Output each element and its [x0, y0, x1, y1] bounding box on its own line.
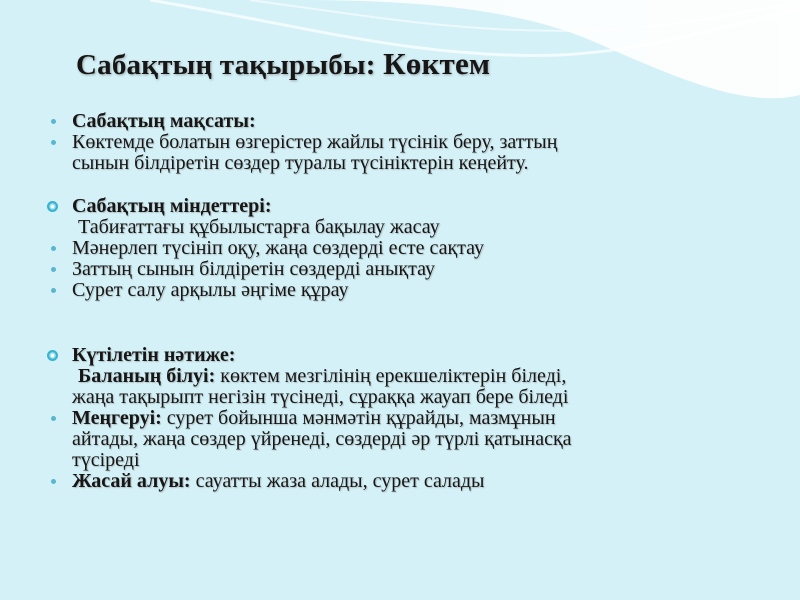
bullet-icon [51, 140, 56, 145]
task-item [48, 217, 748, 238]
result-can-text: сауатты жаза алады, сурет салады [190, 470, 485, 492]
slide-title [76, 46, 490, 82]
result-know-label: Баланың білуі: [78, 365, 216, 387]
title-prefix: Сабақтың тақырыбы: [76, 49, 384, 81]
results-heading-row [48, 345, 748, 366]
title-topic: Көктем [383, 46, 491, 81]
task-item [48, 259, 748, 280]
ring-bullet-icon [47, 201, 58, 212]
task-item-text: Мәнерлеп түсініп оқу, жаңа сөздерді есте сақтау [72, 237, 485, 259]
ring-bullet-icon [47, 350, 58, 361]
task-item-text: Табиғаттағы құбылыстарға бақылау жасау [78, 216, 440, 238]
task-item-text: Заттың сынын білдіретін сөздерді анықтау [72, 258, 435, 280]
result-master-line3: түсіреді [72, 449, 140, 471]
task-item-text: Сурет салу арқылы әңгіме құрау [72, 279, 349, 301]
result-can-row [48, 471, 748, 492]
bullet-icon [51, 416, 56, 421]
tasks-heading: Сабақтың міндеттері: [72, 195, 272, 217]
result-know-row [48, 366, 748, 408]
result-know-line2: жаңа тақырыпт негізін түсінеді, сұраққа жауап бере біледі [72, 386, 569, 408]
goal-heading: Сабақтың мақсаты: [72, 110, 256, 132]
bullet-icon [51, 267, 56, 272]
result-know-line1: көктем мезгілінің ерекшеліктерін біледі, [215, 365, 567, 387]
result-master-row [48, 408, 748, 471]
goal-text-row [48, 132, 748, 174]
slide-content [48, 111, 748, 492]
task-item [48, 238, 748, 259]
bullet-icon [51, 479, 56, 484]
goal-heading-row [48, 111, 748, 132]
goal-text-line1: Көктемде болатын өзгерістер жайлы түсінік беру, заттың [72, 131, 558, 153]
bullet-icon [51, 288, 56, 293]
task-item [48, 280, 748, 301]
tasks-heading-row [48, 196, 748, 217]
result-can-label: Жасай алуы: [72, 470, 191, 492]
result-master-line1: сурет бойынша мәнмәтін құрайды, мазмұнын [161, 407, 556, 429]
results-heading: Күтілетін нәтиже: [72, 344, 236, 366]
goal-text-line2: сынын білдіретін сөздер туралы түсініктерін кеңейту. [72, 152, 529, 174]
bullet-icon [51, 246, 56, 251]
bullet-icon [51, 119, 56, 124]
result-master-line2: айтады, жаңа сөздер үйренеді, сөздерді әр түрлі қатынасқа [72, 428, 572, 450]
result-master-label: Меңгеруі: [72, 407, 162, 429]
